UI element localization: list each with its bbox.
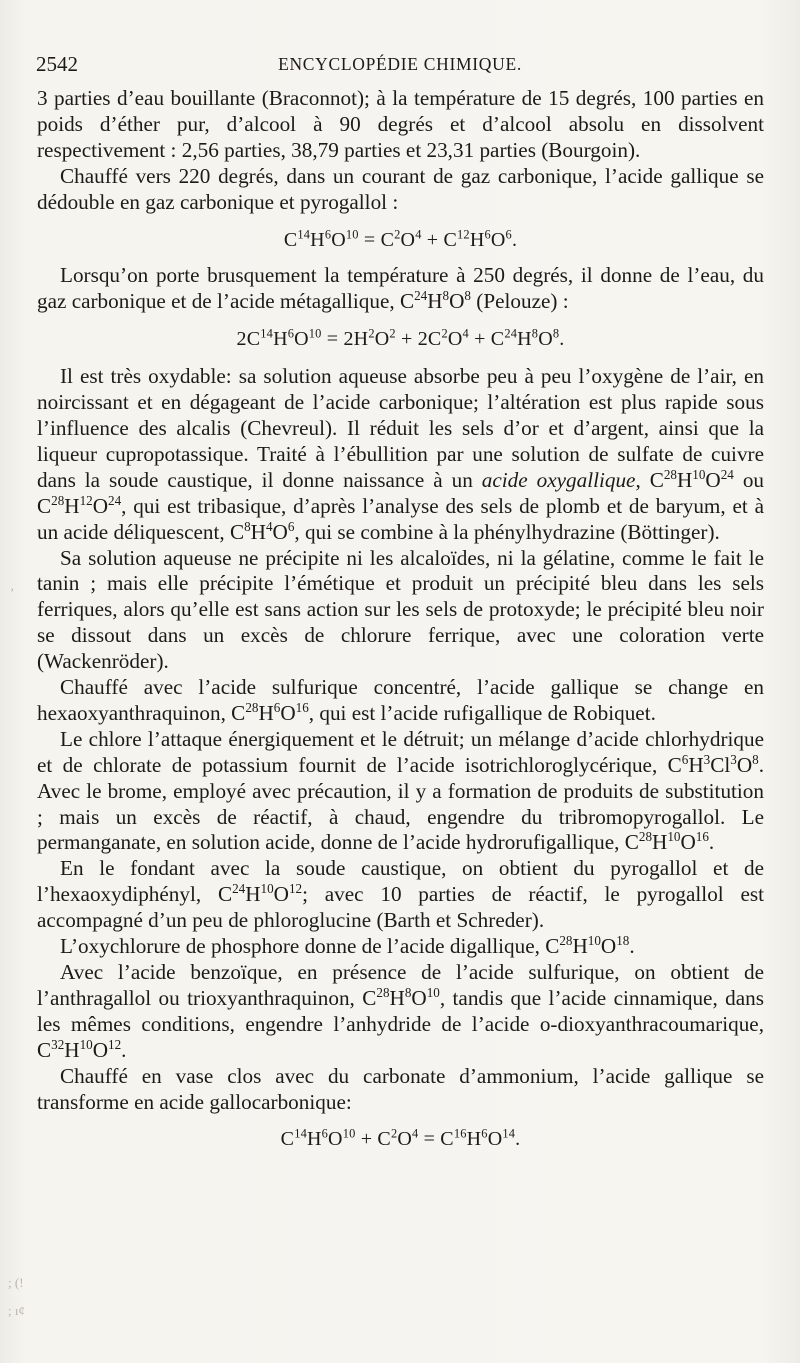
paragraph: Chauffé avec l’acide sulfurique concentré, l’acide gallique se change en hexaoxyanthraquinon, $C^{28}H^6O^{16}$, qui est l’acide rufigallique de Robiquet.: [37, 675, 764, 725]
paragraph: Chauffé vers 220 degrés, dans un courant de gaz carbonique, l’acide gallique se dédouble en gaz carbonique et pyrogallol :: [37, 163, 764, 214]
equation: $C^{14}H^6O^{10} + C^2O^4 = C^{16}H^6O^{14}$.: [280, 1127, 521, 1151]
paragraph: Il est très oxydable: sa solution aqueuse absorbe peu à peu l’oxygène de l’air, en noircissant et en dégageant de l’acide carbonique; l’altération est plus rapide sous l’influence des alcalis (Chevreul). Il réduit les sels d’or et d’argent, ainsi que la liqueur cupropotassique. Traité à l’ébullition par une solution de sulfate de cuivre dans la soude caustique, il donne naissance à un acide oxygallique, $C^{28}H^{10}O^{24}$ ou $C^{28}H^{12}O^{24}$, qui est tribasique, d’après l’analyse des sels de plomb et de baryum, et à un acide déliquescent, $C^8H^4O^6$, qui se combine à la phénylhydrazine (Böttinger).: [37, 364, 764, 544]
page-number: 2542: [36, 52, 78, 76]
paragraph: Le chlore l’attaque énergiquement et le détruit; un mélange d’acide chlorhydrique et de chlorate de potassium fournit de l’acide isotrichloroglycérique, $C^6H^3Cl^3O^8$. Avec le brome, employé avec précaution, il y a formation de produits de substitution ; mais un excès de réactif, à chaud, engendre du tribromopyrogallol. Le permanganate, en solution acide, donne de l’acide hydrorufigallique, $C^{28}H^{10}O^{16}$.: [37, 726, 764, 855]
paragraph: Sa solution aqueuse ne précipite ni les alcaloïdes, ni la gélatine, comme le fait le tanin ; mais elle précipite l’émétique et produit un précipité bleu dans les sels ferriques, alors qu’elle est sans action sur les sels de protoxyde; le précipité bleu noir se dissout dans un excès de chlorure ferrique, avec une coloration verte (Wackenröder).: [37, 545, 764, 674]
paragraph: Lorsqu’on porte brusquement la température à 250 degrés, il donne de l’eau, du gaz carbonique et de l’acide métagallique, $C^{24}H^8O^8$ (Pelouze) :: [37, 263, 764, 314]
margin-mark: ; (!: [8, 1275, 24, 1290]
equation: $C^{14}H^6O^{10} = C^2O^4 + C^{12}H^6O^6$.: [283, 227, 518, 251]
paragraph: Avec l’acide benzoïque, en présence de l’acide sulfurique, on obtient de l’anthragallol ou trioxyanthraquinon, $C^{28}H^8O^{10}$, tandis que l’acide cinnamique, dans les mêmes conditions, engendre l’anhydride de l’acide o-dioxyanthracoumarique, $C^{32}H^{10}O^{12}$.: [37, 960, 764, 1062]
body-text: [37, 86, 764, 1153]
paragraph: 3 parties d’eau bouillante (Braconnot); à la température de 15 degrés, 100 parties en poids d’éther pur, d’alcool à 90 degrés et d’alcool absolu en dissolvent respectivement : 2,56 parties, 38,79 parties et 23,31 parties (Bourgoin).: [37, 86, 764, 162]
paragraph: En le fondant avec la soude caustique, on obtient du pyrogallol et de l’hexaoxydiphényl, $C^{24}H^{10}O^{12}$; avec 10 parties de réactif, le pyrogallol est accompagné d’un peu de phloroglucine (Barth et Schreder).: [37, 856, 764, 933]
page-header: [36, 50, 764, 80]
paragraph: L’oxychlorure de phosphore donne de l’acide digallique, $C^{28}H^{10}O^{18}$.: [60, 933, 635, 959]
running-title: ENCYCLOPÉDIE CHIMIQUE.: [278, 54, 522, 74]
equation: $2C^{14}H^6O^{10} = 2H^2O^2 + 2C^2O^4 + C^{24}H^8O^8$.: [236, 326, 565, 351]
paragraph: Chauffé en vase clos avec du carbonate d’ammonium, l’acide gallique se transforme en acide gallocarbonique:: [37, 1063, 764, 1114]
margin-mark: ’: [10, 585, 15, 600]
margin-mark: ; ı¢: [8, 1303, 25, 1318]
